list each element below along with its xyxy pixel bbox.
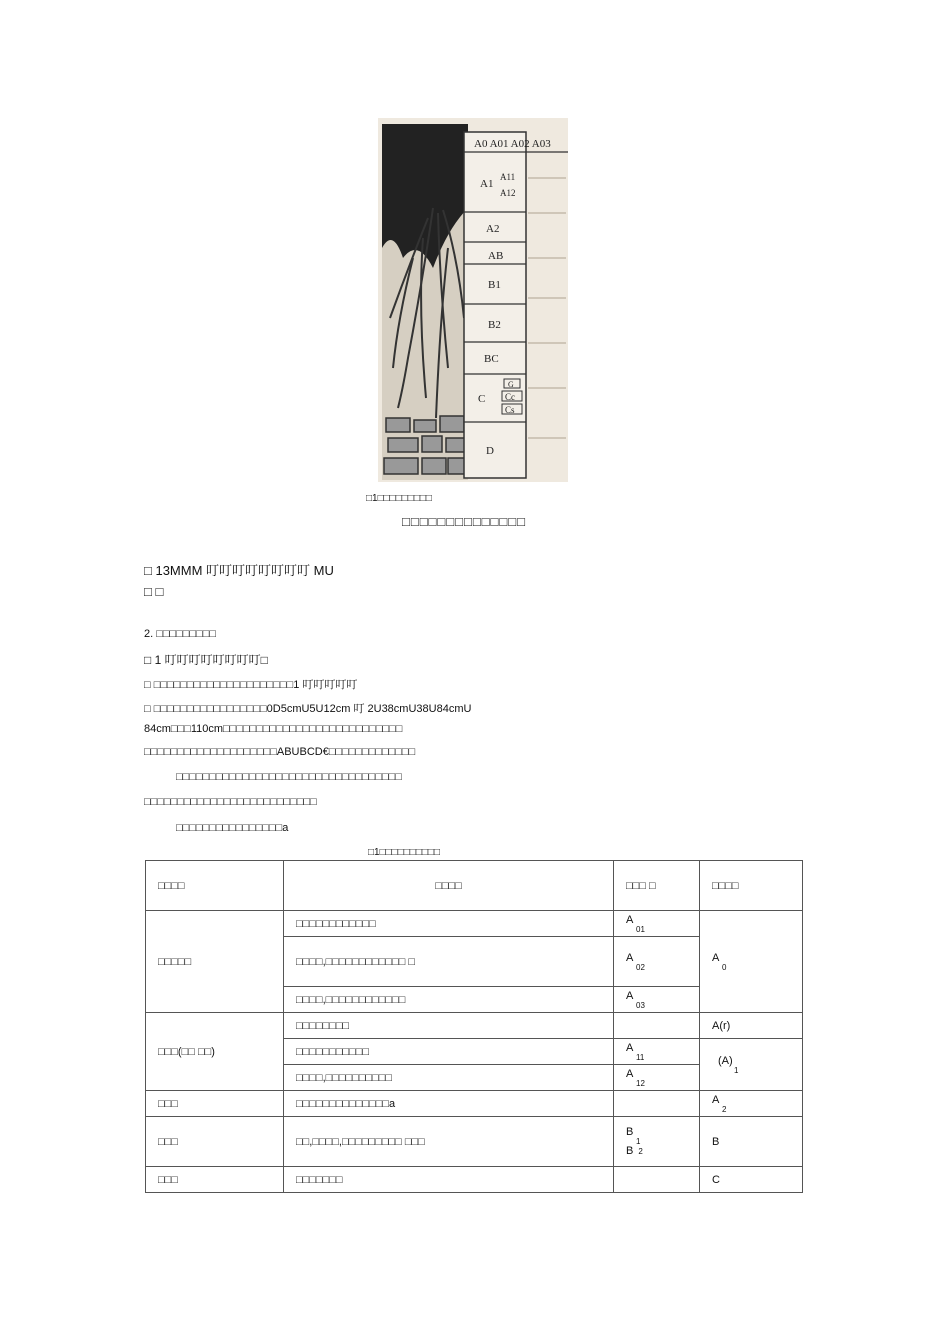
- sym-text: A: [626, 951, 634, 964]
- sym-text: A: [626, 1041, 634, 1054]
- paragraph-1: □ 1 叮叮叮叮叮叮叮叮□: [144, 653, 268, 667]
- label-d: D: [486, 445, 494, 457]
- horizon-column: [464, 132, 526, 478]
- code-cell: A(r): [700, 1013, 803, 1039]
- paragraph-5: □□□□□□□□□□□□□□□□□□□□ABUBCD€□□□□□□□□□□□□□: [144, 746, 416, 758]
- code-cell: [700, 1039, 803, 1091]
- group-cell: □□□: [146, 1117, 284, 1167]
- table-row: [146, 1013, 803, 1039]
- label-bc: BC: [484, 353, 499, 365]
- paragraph-8: □□□□□□□□□□□□□□□□a: [176, 822, 289, 834]
- sym-text: A: [626, 913, 634, 926]
- body-line-2: □ □: [144, 584, 164, 599]
- label-a12: A12: [500, 188, 516, 198]
- paragraph-3: □ □□□□□□□□□□□□□□□□□0D5cmU5U12cm 叮 2U38cmU38U84cmU: [144, 703, 472, 715]
- sym-text: A: [626, 989, 634, 1002]
- desc-cell: □□,□□□□,□□□□□□□□□ □□□: [284, 1117, 614, 1167]
- sym-sub: 03: [636, 1000, 645, 1010]
- sym-sub: 02: [636, 962, 645, 972]
- desc-cell: □□□□,□□□□□□□□□□: [284, 1065, 614, 1091]
- group-cell: □□□□□: [146, 911, 284, 1013]
- sym-sub: 12: [636, 1078, 645, 1088]
- label-cc: Cc: [505, 392, 515, 402]
- sym-cell: [614, 1167, 700, 1193]
- paragraph-4: 84cm□□□110cm□□□□□□□□□□□□□□□□□□□□□□□□□□□: [144, 723, 403, 735]
- bedrock-drawing: [384, 416, 466, 474]
- header-cell: □□□□: [284, 861, 614, 911]
- sym-cell: [614, 937, 700, 987]
- label-ab: AB: [488, 250, 504, 262]
- label-cs: Cs: [505, 405, 515, 415]
- label-g: G: [508, 380, 514, 389]
- paragraph-2: □ □□□□□□□□□□□□□□□□□□□□□1 叮叮叮叮叮: [144, 679, 358, 691]
- code-cell: [700, 1091, 803, 1117]
- group-cell: □□□: [146, 1167, 284, 1193]
- label-a0-top: A0 A01 A02 A03: [474, 138, 551, 150]
- table-row: [146, 1091, 803, 1117]
- desc-cell: □□□□□□□□□□□□□□a: [284, 1091, 614, 1117]
- label-c: C: [478, 393, 486, 405]
- sym-sub: 01: [636, 924, 645, 934]
- group-cell: □□□: [146, 1091, 284, 1117]
- label-b1: B1: [488, 279, 501, 291]
- sym-text-2: B: [626, 1144, 634, 1157]
- table-header-row: [146, 861, 803, 911]
- code-sub: 2: [722, 1104, 727, 1114]
- soil-horizon-table: [145, 860, 803, 1193]
- header-cell: □□□□: [700, 861, 803, 911]
- code-cell: [700, 911, 803, 1013]
- group-cell: □□□(□□ □□): [146, 1013, 284, 1091]
- desc-cell: □□□□□□□□□□□□: [284, 911, 614, 937]
- section-heading: 2. □□□□□□□□□: [144, 628, 217, 640]
- desc-cell: □□□□□□□□□□□: [284, 1039, 614, 1065]
- code-cell: C: [700, 1167, 803, 1193]
- figure-subtitle: □□□□□□□□□□□□□□: [402, 514, 526, 529]
- sym-text: B: [626, 1125, 634, 1138]
- code-text: (A): [718, 1054, 733, 1067]
- paragraph-7: □□□□□□□□□□□□□□□□□□□□□□□□□□: [144, 796, 317, 808]
- table-caption: □1□□□□□□□□□□: [368, 847, 441, 858]
- label-a2: A2: [486, 223, 500, 235]
- code-text: A: [712, 951, 720, 964]
- code-text: A: [712, 1093, 720, 1106]
- table-row: [146, 1167, 803, 1193]
- sym-sub: 11: [636, 1052, 645, 1062]
- table-row: [146, 911, 803, 937]
- soil-profile-figure: [378, 118, 568, 482]
- body-line-1: □ 13MMM 叮叮叮叮叮叮叮叮 MU: [144, 563, 334, 578]
- sym-cell: [614, 1117, 700, 1167]
- code-sub: 1: [734, 1065, 739, 1075]
- sym-cell: [614, 1065, 700, 1091]
- table-row: [146, 1117, 803, 1167]
- header-cell: □□□□: [146, 861, 284, 911]
- sym-cell: [614, 1039, 700, 1065]
- sym-cell: [614, 1013, 700, 1039]
- desc-cell: □□□□,□□□□□□□□□□□□ □: [284, 937, 614, 987]
- desc-cell: □□□□□□□: [284, 1167, 614, 1193]
- sym-text: A: [626, 1067, 634, 1080]
- code-cell: B: [700, 1117, 803, 1167]
- desc-cell: □□□□□□□□: [284, 1013, 614, 1039]
- sym-sub-2: 2: [638, 1146, 643, 1156]
- sym-cell: [614, 1091, 700, 1117]
- sym-sub: 1: [636, 1136, 641, 1146]
- label-a1: A1: [480, 178, 494, 190]
- code-sub: 0: [722, 962, 727, 972]
- paragraph-6: □□□□□□□□□□□□□□□□□□□□□□□□□□□□□□□□□□: [176, 771, 402, 783]
- label-b2: B2: [488, 319, 501, 331]
- header-cell: □□□ □: [614, 861, 700, 911]
- sym-cell: [614, 911, 700, 937]
- sym-cell: [614, 987, 700, 1013]
- figure-caption: □1□□□□□□□□□: [366, 493, 432, 504]
- desc-cell: □□□□,□□□□□□□□□□□□: [284, 987, 614, 1013]
- label-a11: A11: [500, 172, 516, 182]
